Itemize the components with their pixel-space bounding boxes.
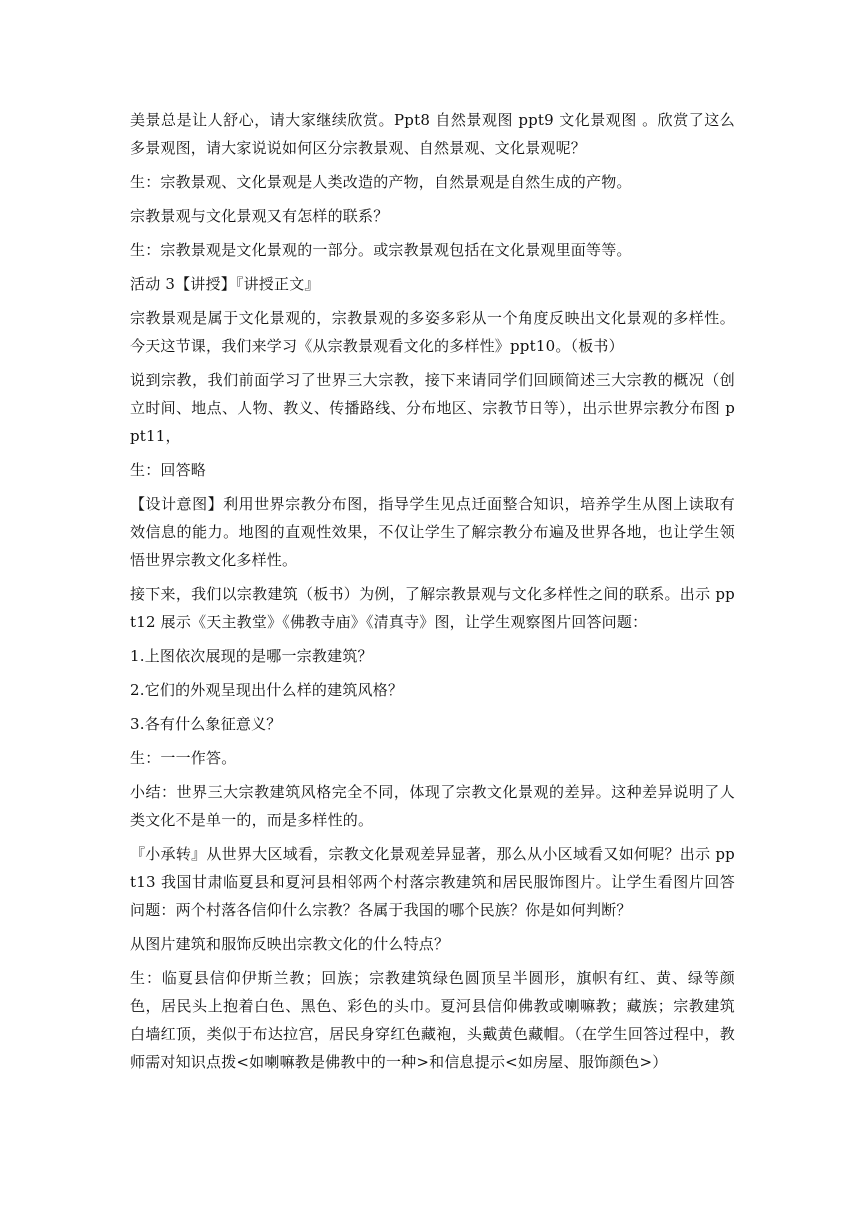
- question-item: 1.上图依次展现的是哪一宗教建筑？: [130, 647, 373, 665]
- design-intent-paragraph: 【设计意图】利用世界宗教分布图，指导学生见点迁面整合知识，培养学生从图上读取有效信息的能力。地图的直观性效果，不仅让学生了解宗教分布遍及世界各地，也让学生领悟世界宗教文化多样性。: [130, 495, 735, 569]
- paragraph: 宗教景观是属于文化景观的，宗教景观的多姿多彩从一个角度反映出文化景观的多样性。今天这节课，我们来学习《从宗教景观看文化的多样性》ppt10。（板书）: [130, 309, 735, 355]
- paragraph: 接下来，我们以宗教建筑（板书）为例，了解宗教景观与文化多样性之间的联系。出示 ppt12 展示《天主教堂》《佛教寺庙》《清真寺》图，让学生观察图片回答问题：: [130, 585, 735, 631]
- paragraph: 生：宗教景观、文化景观是人类改造的产物，自然景观是自然生成的产物。: [130, 173, 632, 191]
- paragraph: 『小承转』从世界大区域看，宗教文化景观差异显著，那么从小区域看又如何呢？出示 ppt13 我国甘肃临夏县和夏河县相邻两个村落宗教建筑和居民服饰图片。让学生看图片回答问题：两个村落各信仰什么宗教？各属于我国的哪个民族？你是如何判断？: [130, 845, 735, 919]
- paragraph: 生：临夏县信仰伊斯兰教；回族；宗教建筑绿色圆顶呈半圆形，旗帜有红、黄、绿等颜色，居民头上抱着白色、黑色、彩色的头巾。夏河县信仰佛教或喇嘛教；藏族；宗教建筑白墙红顶，类似于布达拉宫，居民身穿红色藏袍，头戴黄色藏帽。（在学生回答过程中，教师需对知识点拨<如喇嘛教是佛教中的一种>和信息提示<如房屋、服饰颜色>）: [130, 969, 735, 1071]
- paragraph: 生：一一作答。: [130, 749, 237, 767]
- paragraph: 生：回答略: [130, 461, 207, 479]
- paragraph: 生：宗教景观是文化景观的一部分。或宗教景观包括在文化景观里面等等。: [130, 241, 632, 259]
- paragraph: 从图片建筑和服饰反映出宗教文化的什么特点？: [130, 935, 450, 953]
- section-heading: 活动 3【讲授】『讲授正文』: [130, 275, 320, 293]
- paragraph: 美景总是让人舒心，请大家继续欣赏。Ppt8 自然景观图 ppt9 文化景观图 。欣赏了这么多景观图，请大家说说如何区分宗教景观、自然景观、文化景观呢？: [130, 111, 735, 157]
- paragraph: 说到宗教，我们前面学习了世界三大宗教，接下来请同学们回顾简述三大宗教的概况（创立时间、地点、人物、教义、传播路线、分布地区、宗教节日等），出示世界宗教分布图 ppt11，: [130, 371, 735, 445]
- summary-paragraph: 小结：世界三大宗教建筑风格完全不同，体现了宗教文化景观的差异。这种差异说明了人类文化不是单一的，而是多样性的。: [130, 783, 735, 829]
- paragraph: 宗教景观与文化景观又有怎样的联系？: [130, 207, 389, 225]
- question-item: 3.各有什么象征意义？: [130, 715, 282, 733]
- question-item: 2.它们的外观呈现出什么样的建筑风格？: [130, 681, 404, 699]
- document-body: [130, 106, 735, 1082]
